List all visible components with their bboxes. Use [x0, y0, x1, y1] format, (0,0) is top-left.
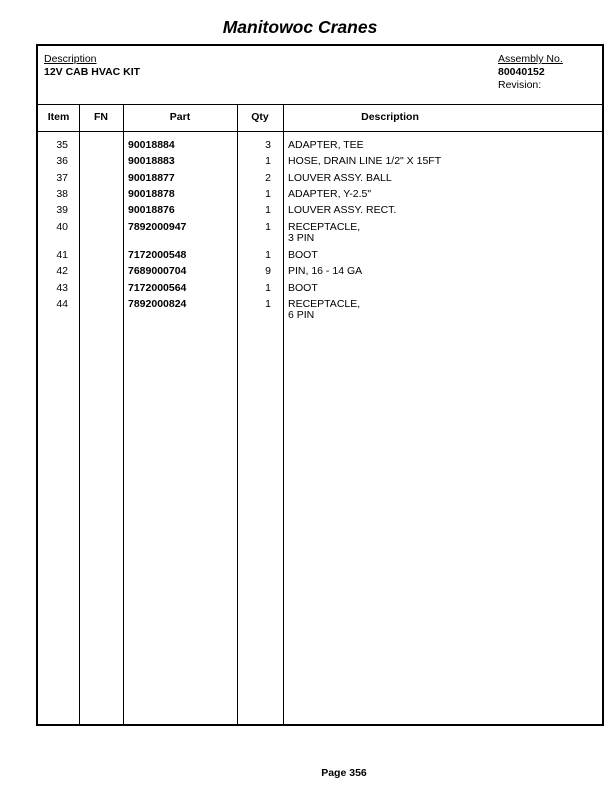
item-number: 35	[56, 139, 68, 151]
quantity: 1	[265, 155, 271, 167]
column-qty: Qty	[251, 111, 269, 123]
column-description: Description	[361, 111, 419, 123]
column-divider	[123, 104, 124, 724]
item-number: 36	[56, 155, 68, 167]
quantity: 1	[265, 298, 271, 310]
item-number: 40	[56, 221, 68, 233]
description-label: Description	[44, 53, 97, 65]
quantity: 1	[265, 188, 271, 200]
quantity: 1	[265, 204, 271, 216]
part-description: LOUVER ASSY. RECT.	[288, 204, 397, 216]
quantity: 3	[265, 139, 271, 151]
quantity: 1	[265, 282, 271, 294]
part-description: PIN, 16 - 14 GA	[288, 265, 363, 277]
quantity: 1	[265, 221, 271, 233]
assembly-label: Assembly No.	[498, 53, 563, 65]
quantity: 9	[265, 265, 271, 277]
quantity: 2	[265, 172, 271, 184]
column-item: Item	[47, 111, 70, 123]
part-number: 7172000548	[128, 249, 187, 261]
revision-label: Revision:	[498, 79, 542, 91]
part-number: 7689000704	[128, 265, 187, 277]
part-number: 7892000824	[128, 298, 187, 310]
quantity: 1	[265, 249, 271, 261]
part-number: 90018877	[128, 172, 175, 184]
part-number: 7172000564	[128, 282, 187, 294]
item-number: 38	[56, 188, 68, 200]
brand-title: Manitowoc Cranes	[222, 17, 378, 37]
assembly-header	[38, 46, 602, 105]
column-divider	[79, 104, 80, 724]
column-divider	[283, 104, 284, 724]
part-description: RECEPTACLE, 3 PIN	[288, 221, 361, 244]
part-description: ADAPTER, TEE	[288, 139, 364, 151]
column-fn: FN	[94, 111, 108, 123]
part-number: 90018876	[128, 204, 175, 216]
part-description: ADAPTER, Y-2.5"	[288, 188, 372, 200]
item-number: 41	[56, 249, 68, 261]
column-part: Part	[169, 111, 191, 123]
part-description: BOOT	[288, 249, 318, 261]
assembly-value: 80040152	[498, 66, 545, 78]
part-description: BOOT	[288, 282, 318, 294]
part-number: 7892000947	[128, 221, 187, 233]
item-number: 44	[56, 298, 68, 310]
parts-list-frame	[36, 44, 604, 726]
part-number: 90018883	[128, 155, 175, 167]
item-number: 39	[56, 204, 68, 216]
description-value: 12V CAB HVAC KIT	[44, 66, 141, 78]
part-number: 90018878	[128, 188, 175, 200]
part-number: 90018884	[128, 139, 175, 151]
item-number: 42	[56, 265, 68, 277]
part-description: HOSE, DRAIN LINE 1/2" X 15FT	[288, 155, 442, 167]
item-number: 37	[56, 172, 68, 184]
part-description: RECEPTACLE, 6 PIN	[288, 298, 361, 321]
item-number: 43	[56, 282, 68, 294]
part-description: LOUVER ASSY. BALL	[288, 172, 392, 184]
page-number: Page 356	[321, 767, 367, 779]
